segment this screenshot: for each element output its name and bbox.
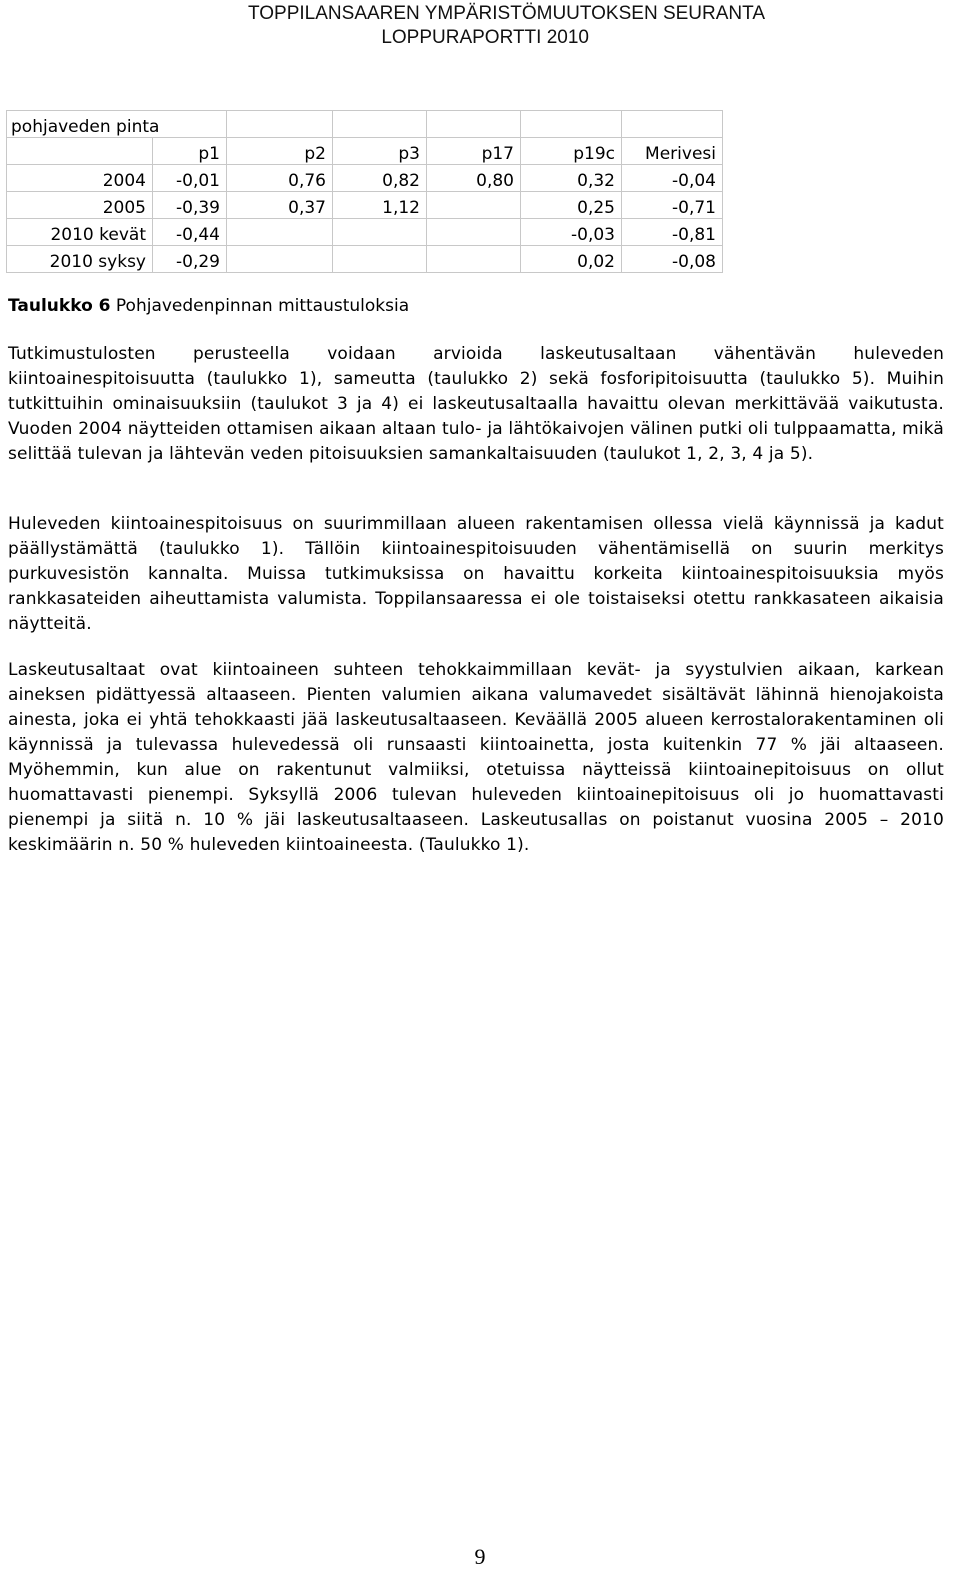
table-cell: 0,82	[333, 165, 427, 192]
table-cell: -0,03	[521, 219, 622, 246]
column-header: Merivesi	[622, 138, 723, 165]
column-header: p17	[427, 138, 521, 165]
table-cell: 0,25	[521, 192, 622, 219]
table-cell: 1,12	[333, 192, 427, 219]
table-cell: 2005	[7, 192, 153, 219]
table-cell: 2004	[7, 165, 153, 192]
table-cell: 2010 kevät	[7, 219, 153, 246]
table-cell	[427, 219, 521, 246]
caption-label: Taulukko 6	[8, 296, 111, 316]
table-row	[7, 165, 723, 192]
table-cell: -0,39	[153, 192, 227, 219]
table-cell: 0,02	[521, 246, 622, 273]
table-cell: 2010 syksy	[7, 246, 153, 273]
table-row	[7, 246, 723, 273]
paragraph: Tutkimustulosten perusteella voidaan arvioida laskeutusaltaan vähentävän huleveden kiintoainespitoisuutta (taulukko 1), sameutta (taulukko 2) sekä fosforipitoisuutta (taulukko 5). Muihin tutkittuihin ominaisuuksiin (taulukot 3 ja 4) ei laskeutusaltaalla havaittu olevan merkittävää vaikutusta. Vuoden 2004 näytteiden ottamisen aikaan altaan tulo- ja lähtökaivojen välinen putki oli tulppaamatta, mikä selittää tulevan ja lähtevän veden pitoisuuksien samankaltaisuuden (taulukot 1, 2, 3, 4 ja 5).	[8, 344, 944, 464]
page-header	[0, 2, 960, 50]
table-cell	[333, 219, 427, 246]
table-cell: -0,04	[622, 165, 723, 192]
column-header: p19c	[521, 138, 622, 165]
table-caption	[8, 294, 409, 318]
table-cell	[427, 192, 521, 219]
column-header: p1	[153, 138, 227, 165]
table-cell	[227, 219, 333, 246]
table-cell: -0,08	[622, 246, 723, 273]
table-cell: 0,32	[521, 165, 622, 192]
page-number: 9	[474, 1544, 486, 1569]
table-cell: 0,76	[227, 165, 333, 192]
table-cell: -0,29	[153, 246, 227, 273]
table-cell: -0,44	[153, 219, 227, 246]
column-header: p3	[333, 138, 427, 165]
paragraph: Laskeutusaltaat ovat kiintoaineen suhteen tehokkaimmillaan kevät- ja syystulvien aikaan, karkean aineksen pidättyessä altaaseen. Pienten valumien aikana valumavedet sisältävät lähinnä hienojakoista ainesta, joka ei yhtä tehokkaasti jää laskeutusaltaaseen. Keväällä 2005 alueen kerrostalorakentaminen oli käynnissä ja tulevassa hulevedessä oli runsaasti kiintoainetta, josta kuitenkin 77 % jäi altaaseen. Myöhemmin, kun alue on rakentunut valmiiksi, otetuissa näytteissä kiintoainepitoisuus on ollut huomattavasti pienempi. Syksyllä 2006 tulevan huleveden kiintoainepitoisuus oli jo huomattavasti pienempi ja siitä n. 10 % jäi laskeutusaltaaseen. Laskeutusallas on poistanut vuosina 2005 – 2010 keskimäärin n. 50 % huleveden kiintoaineesta. (Taulukko 1).	[8, 660, 944, 855]
table-title: pohjaveden pinta	[7, 111, 227, 138]
column-header	[7, 138, 153, 165]
table-title-row	[7, 111, 723, 138]
table-cell	[333, 246, 427, 273]
table-row	[7, 192, 723, 219]
table-cell: 0,80	[427, 165, 521, 192]
table-cell	[427, 246, 521, 273]
table-header-row	[7, 138, 723, 165]
table-cell: 0,37	[227, 192, 333, 219]
column-header: p2	[227, 138, 333, 165]
table-cell: -0,81	[622, 219, 723, 246]
caption-text: Pohjavedenpinnan mittaustuloksia	[110, 296, 410, 316]
groundwater-table	[6, 110, 723, 273]
table-cell	[227, 246, 333, 273]
header-subtitle: LOPPURAPORTTI 2010	[381, 27, 589, 48]
table-row	[7, 219, 723, 246]
header-title: TOPPILANSAAREN YMPÄRISTÖMUUTOKSEN SEURANTA	[248, 3, 765, 24]
paragraph: Huleveden kiintoainespitoisuus on suurimmillaan alueen rakentamisen ollessa vielä käynnissä ja kadut päällystämättä (taulukko 1). Tällöin kiintoainespitoisuuden vähentämisellä on suurin merkitys purkuvesistön kannalta. Muissa tutkimuksissa on havaittu korkeita kiintoainespitoisuuksia myös rankkasateiden aiheuttamista valumista. Toppilansaaressa ei ole toistaiseksi otettu rankkasateen aikaisia näytteitä.	[8, 514, 944, 634]
table-cell: -0,01	[153, 165, 227, 192]
table-cell: -0,71	[622, 192, 723, 219]
